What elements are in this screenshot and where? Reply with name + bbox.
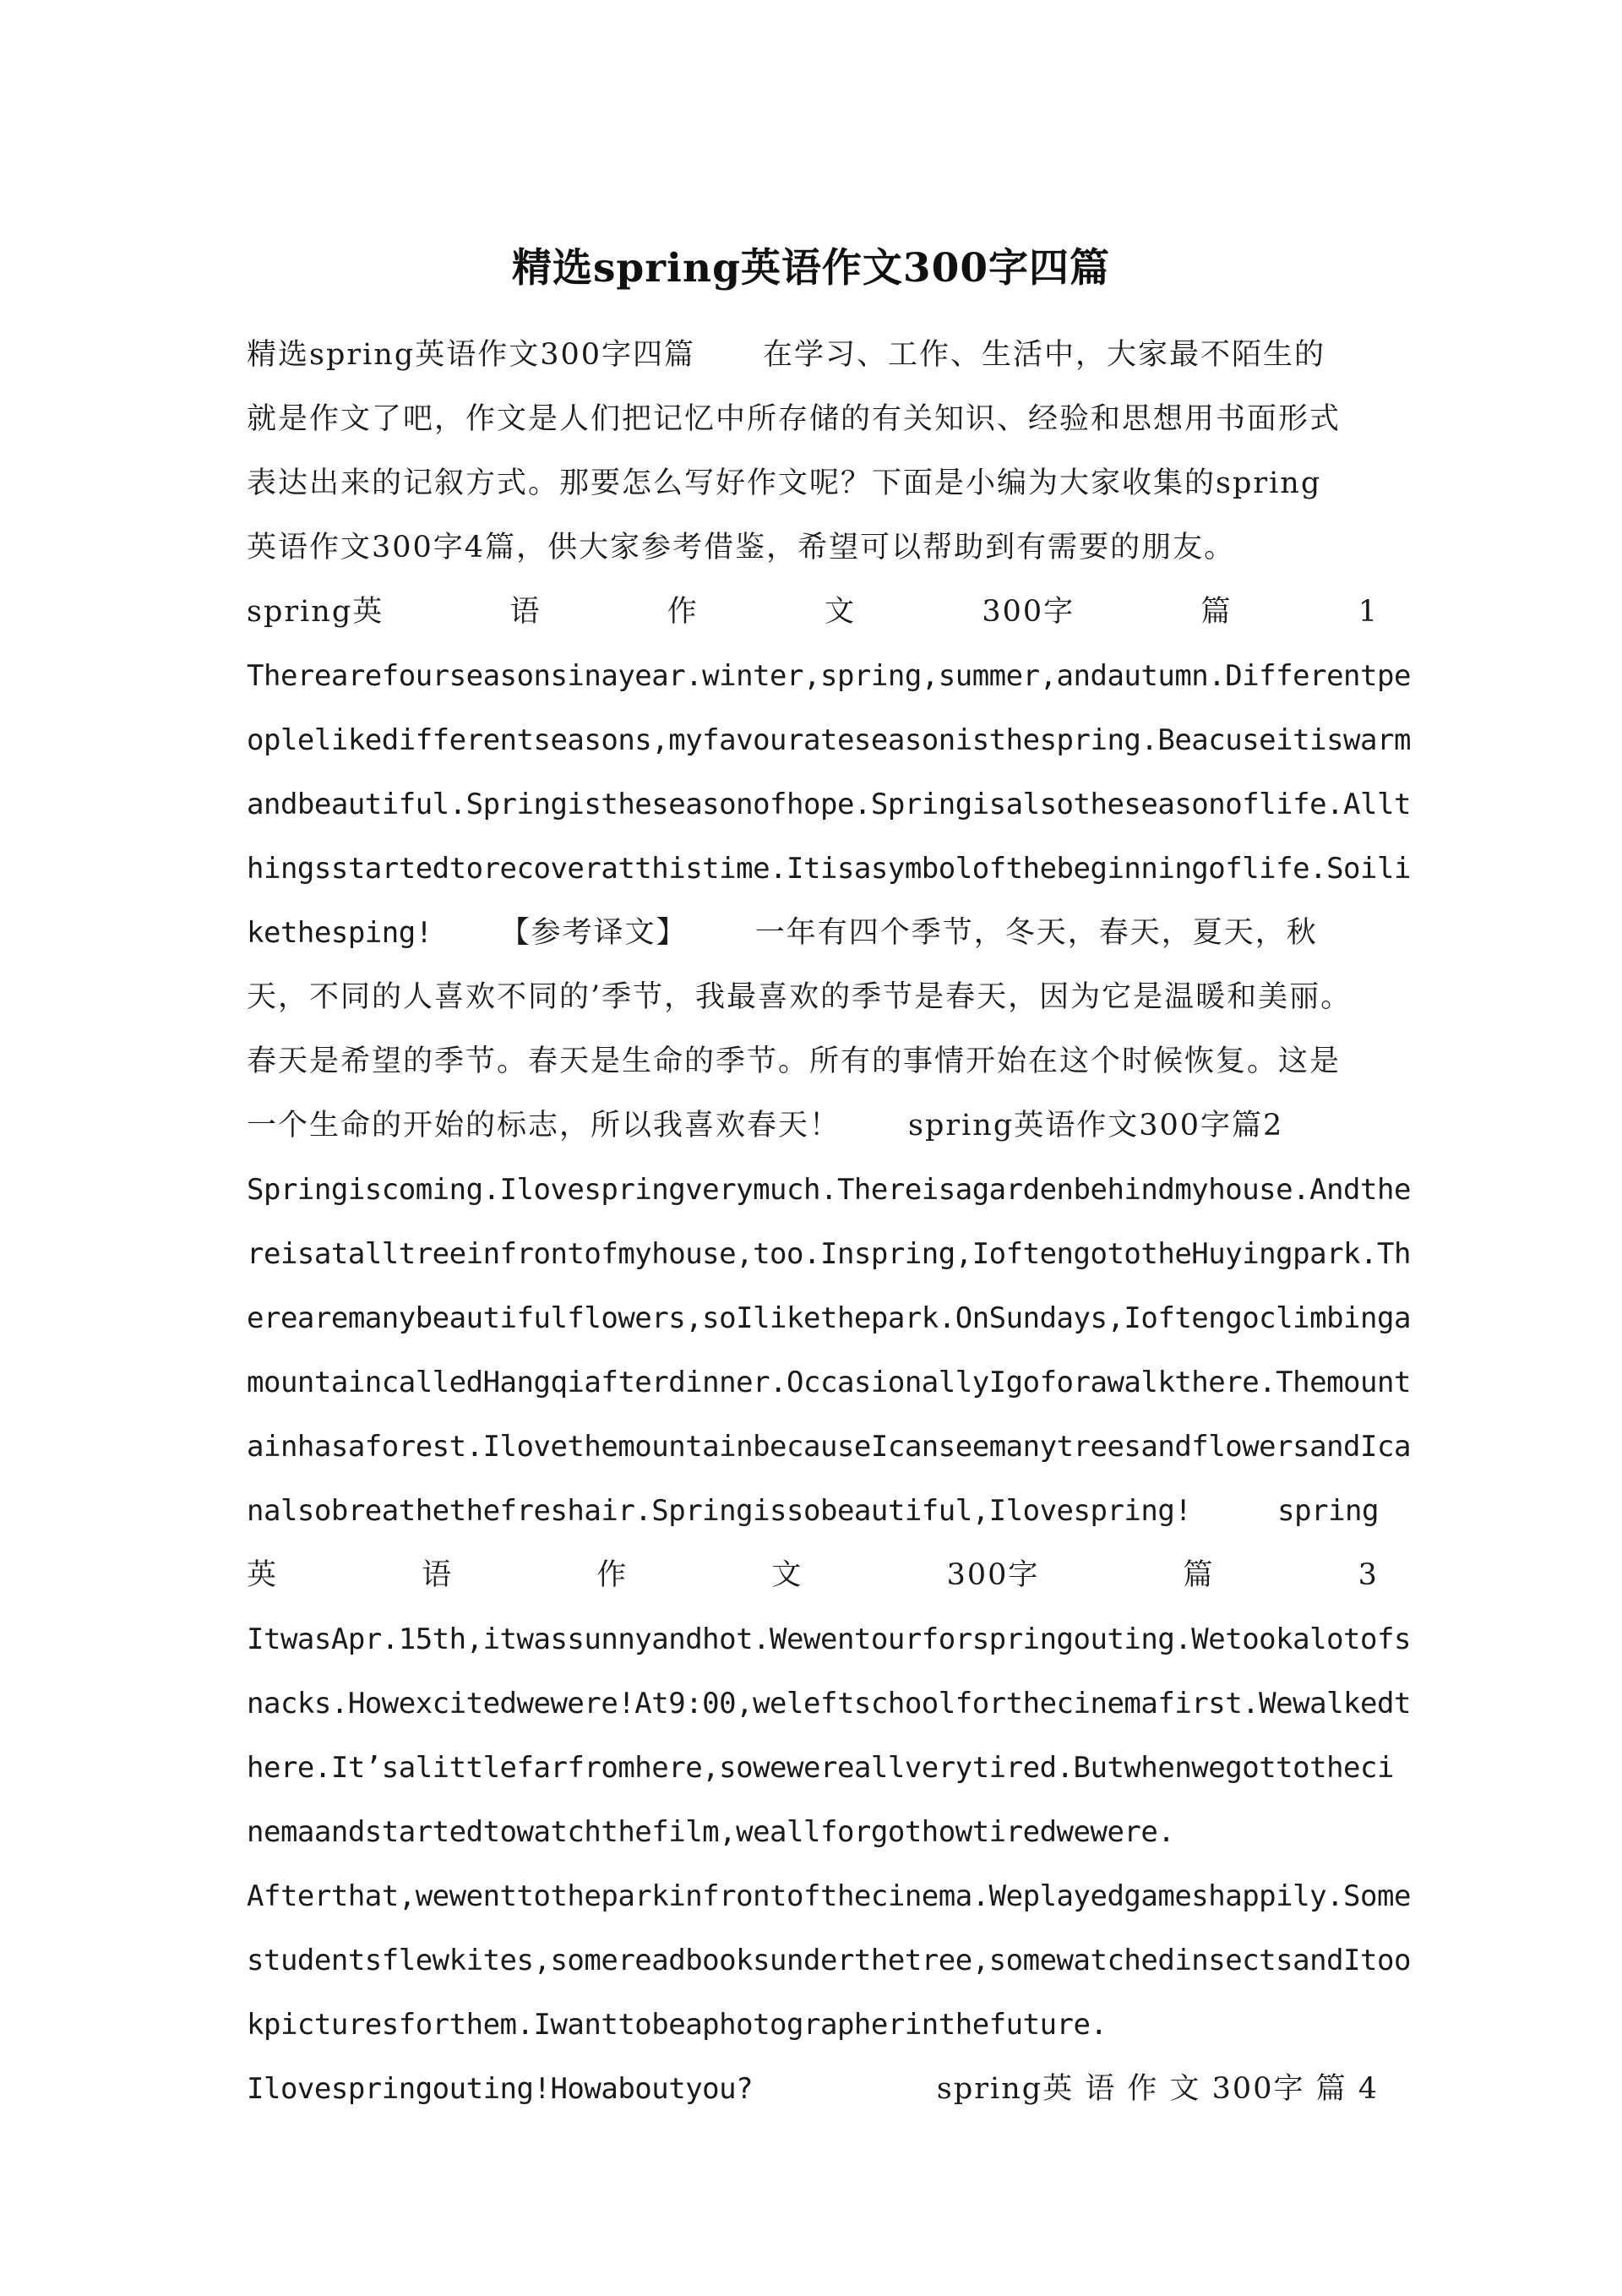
essay-3-line-5: Afterthat,wewenttotheparkinfrontofthecinema.Weplayedgameshappily.Some: [247, 1879, 1411, 1913]
essay-4-heading: spring英 语 作 文 300字 篇 4: [936, 2072, 1379, 2106]
essay-2-line-2: reisatalltreeinfrontofmyhouse,too.Inspring,IoftengototheHuyingpark.Th: [247, 1237, 1411, 1271]
intro-heading-inline: 精选spring英语作文300字四篇: [247, 338, 696, 372]
essay-3-line-6: studentsflewkites,somereadbooksunderthetree,somewatchedinsectsandItoo: [247, 1944, 1411, 1977]
essay-1-line-4: hingsstartedtorecoveratthistime.Itisasymbolofthebeginningoflife.Soili: [247, 852, 1411, 886]
translation-line-4: [247, 1093, 1379, 1158]
heading-part: 文: [825, 595, 857, 629]
essay-1-heading: [247, 580, 1379, 644]
heading-part: 文: [771, 1558, 803, 1592]
essay-2-line-3: erearemanybeautifulflowers,soIlikethepark.OnSundays,Ioftengoclimbinga: [247, 1301, 1411, 1335]
intro-line-3: 表达出来的记叙方式。那要怎么写好作文呢？下面是小编为大家收集的spring: [247, 466, 1322, 500]
document-title: 精选spring英语作文300字四篇: [511, 245, 1111, 292]
intro-line-4: 英语作文300字4篇，供大家参考借鉴，希望可以帮助到有需要的朋友。: [247, 531, 1236, 564]
heading-part: 300字: [946, 1558, 1040, 1592]
essay-2-line-5: ainhasaforest.IlovethemountainbecauseIcanseemanytreesandflowersandIca: [247, 1430, 1411, 1464]
translation-line-3: 春天是希望的季节。春天是生命的季节。所有的事情开始在这个时候恢复。这是: [247, 1044, 1342, 1078]
heading-part: 1: [1358, 595, 1379, 629]
essay-2-heading: spring英语作文300字篇2: [908, 1109, 1284, 1143]
translation-start: 一年有四个季节，冬天，春天，夏天，秋: [754, 916, 1318, 950]
essay-1-line-2: oplelikedifferentseasons,myfavourateseasonisthespring.Beacuseitiswarm: [247, 723, 1411, 757]
translation-label: 【参考译文】: [499, 916, 688, 950]
essay-3-heading-start: spring: [1277, 1494, 1379, 1528]
heading-part: 3: [1358, 1558, 1379, 1592]
heading-part: 语: [422, 1558, 454, 1592]
essay-3-line-1: ItwasApr.15th,itwassunnyandhot.Wewentourforspringouting.Wetookalotofs: [247, 1622, 1411, 1656]
essay-3-line-8: [247, 2057, 1379, 2121]
heading-part: 篇: [1200, 595, 1233, 629]
essay-2-end: nalsobreathethefreshair.Springissobeautiful,Ilovespring!: [247, 1494, 1192, 1528]
essay-3-end: Ilovespringouting!Howaboutyou?: [247, 2072, 754, 2106]
essay-3-line-2: nacks.Howexcitedwewere!At9:00,weleftschoolforthecinemafirst.Wewalkedt: [247, 1687, 1411, 1721]
heading-part: 英: [247, 1558, 279, 1592]
intro-line-1: [247, 323, 1379, 387]
essay-2-line-4: mountaincalledHangqiafterdinner.OccasionallyIgoforawalkthere.Themount: [247, 1366, 1411, 1399]
heading-part: 语: [509, 595, 542, 629]
heading-part: 300字: [982, 595, 1075, 629]
intro-line-2: 就是作文了吧，作文是人们把记忆中所存储的有关知识、经验和思想用书面形式: [247, 402, 1342, 436]
translation-end: 一个生命的开始的标志，所以我喜欢春天！: [247, 1109, 841, 1143]
essay-2-line-1: Springiscoming.Ilovespringverymuch.Thereisagardenbehindmyhouse.Andthe: [247, 1173, 1411, 1207]
heading-part: 作: [667, 595, 699, 629]
heading-part: spring英: [247, 595, 384, 629]
heading-part: 篇: [1183, 1558, 1215, 1592]
heading-part: 作: [596, 1558, 629, 1592]
essay-3-heading: [247, 1543, 1379, 1607]
essay-3-line-3: here.It’salittlefarfromhere,sowewereallverytired.Butwhenwegottotheci: [247, 1751, 1394, 1785]
essay-1-line-5: [247, 901, 1379, 965]
translation-line-2: 天，不同的人喜欢不同的’季节，我最喜欢的季节是春天，因为它是温暖和美丽。: [247, 980, 1353, 1014]
essay-1-line-1: Therearefourseasonsinayear.winter,spring,summer,andautumn.Differentpe: [247, 659, 1411, 693]
essay-2-line-6: [247, 1479, 1379, 1543]
essay-3-line-4: nemaandstartedtowatchthefilm,weallforgothowtiredwewere.: [247, 1815, 1175, 1849]
essay-3-line-7: kpicturesforthem.Iwanttobeaphotographerinthefuture.: [247, 2008, 1108, 2042]
essay-1-end: kethesping!: [247, 916, 433, 950]
essay-1-line-3: andbeautiful.Springistheseasonofhope.Springisalsotheseasonoflife.Allt: [247, 788, 1411, 821]
intro-text: 在学习、工作、生活中，大家最不陌生的: [763, 338, 1326, 372]
